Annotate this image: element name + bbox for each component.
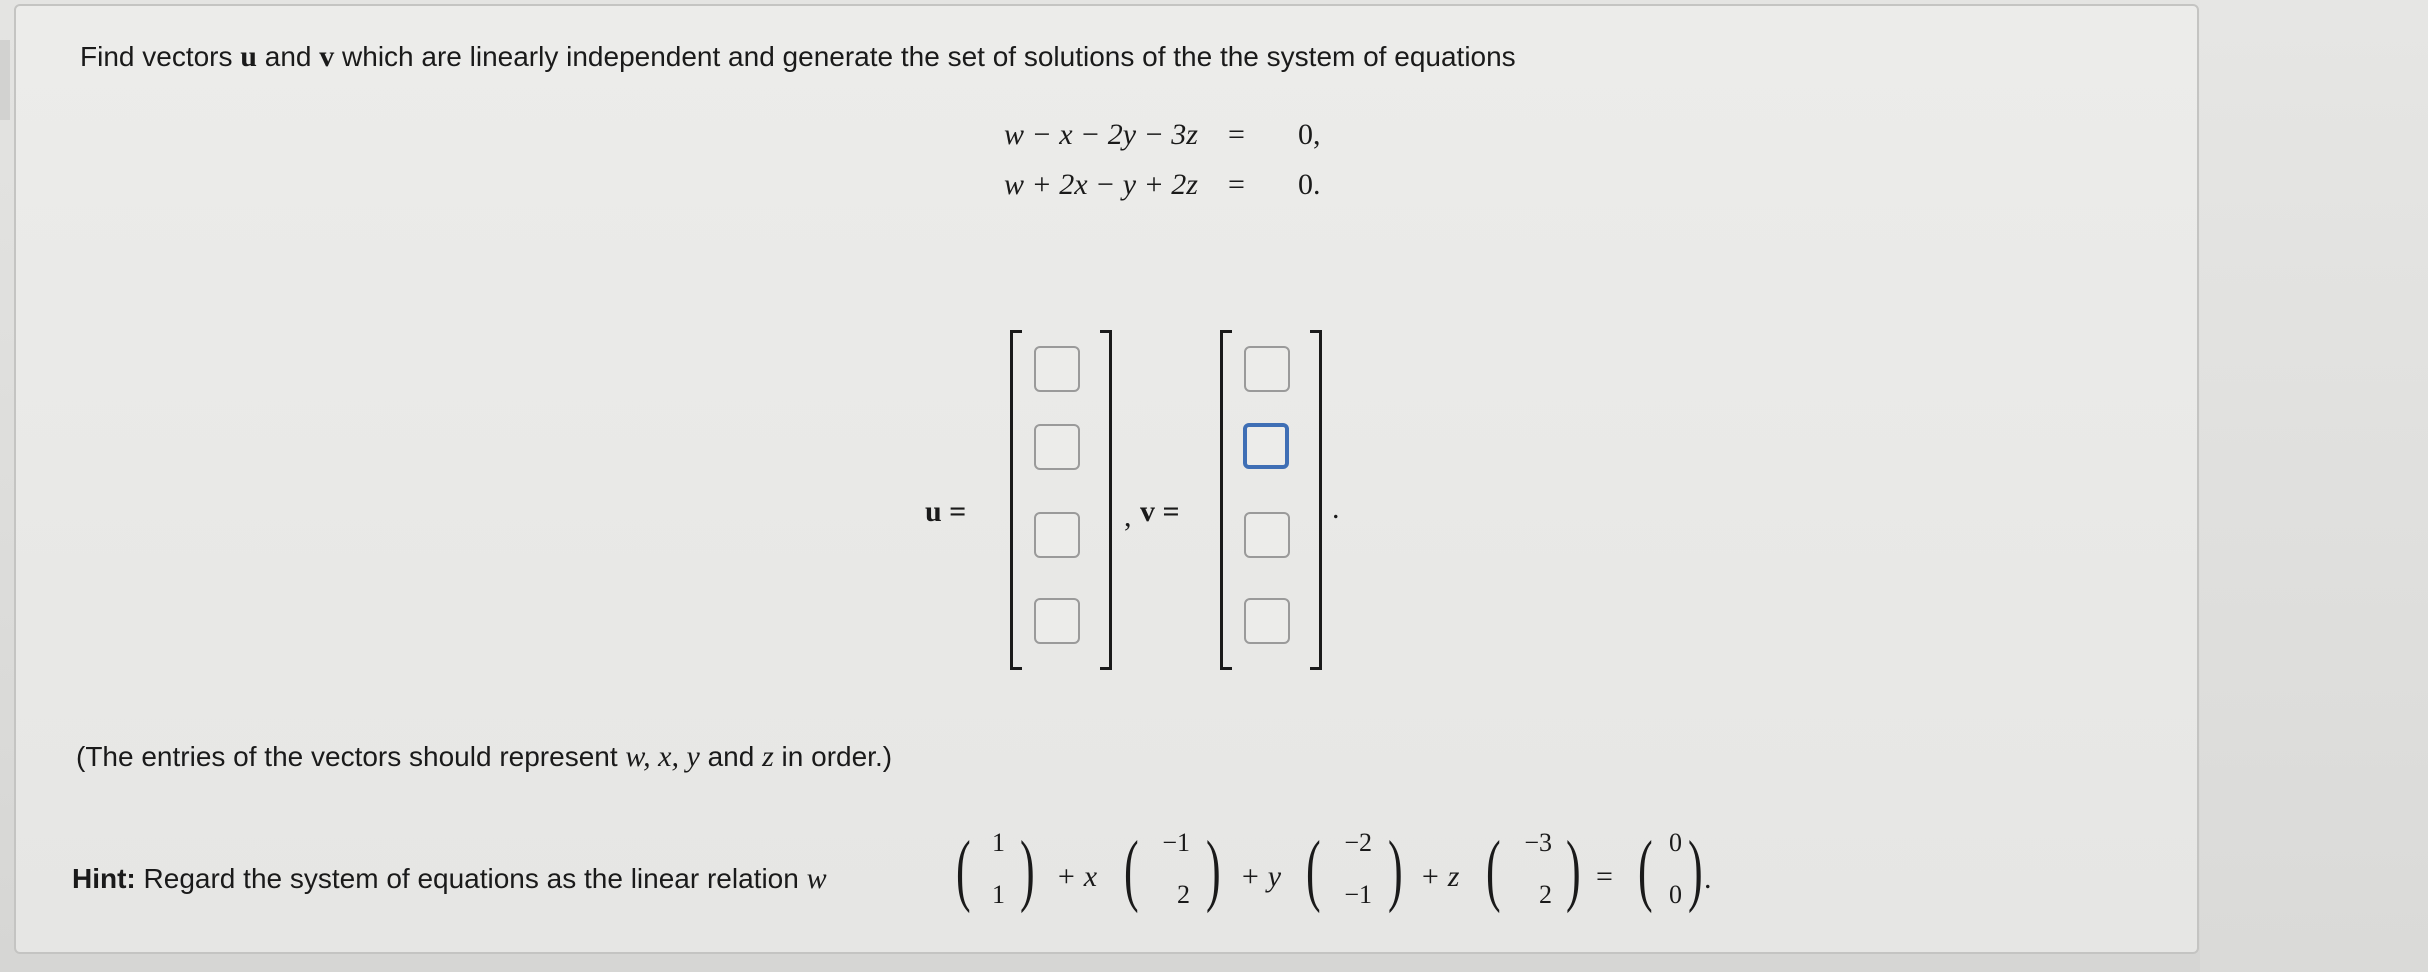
col-x-left-paren: ( (1123, 826, 1139, 914)
answer-period: . (1332, 492, 1340, 525)
hint-plus-z: + z (1420, 860, 1460, 893)
note-vars: w, x, y (625, 740, 700, 773)
hint-label: Hint: (72, 863, 136, 894)
col-y-right-paren: ) (1387, 826, 1403, 914)
col-y-top: −2 (1344, 828, 1372, 857)
col-w-right-paren: ) (1019, 826, 1035, 914)
col-x-top: −1 (1162, 828, 1190, 857)
col-y-bottom: −1 (1344, 880, 1372, 909)
u-entry-3-input[interactable] (1034, 512, 1080, 558)
vector-v-symbol: v (319, 40, 335, 73)
v-entry-3-input[interactable] (1244, 512, 1290, 558)
col-z-bottom: 2 (1539, 880, 1552, 909)
col-x-bottom: 2 (1177, 880, 1190, 909)
question-and: and (256, 41, 320, 72)
col-z-left-paren: ( (1485, 826, 1501, 914)
col-zero-top: 0 (1669, 828, 1682, 857)
equation-2-equals: = (1228, 168, 1245, 201)
question-intro: Find vectors (80, 41, 241, 72)
u-label: u = (925, 495, 967, 528)
u-entry-4-input[interactable] (1034, 598, 1080, 644)
col-w-left-paren: ( (955, 826, 971, 914)
v-right-bracket (1310, 330, 1322, 670)
col-w-bottom: 1 (992, 880, 1005, 909)
col-w-top: 1 (992, 828, 1005, 857)
equation-1-equals: = (1228, 118, 1245, 151)
v-label: v = (1140, 495, 1180, 528)
col-z-right-paren: ) (1565, 826, 1581, 914)
left-edge-strip (0, 40, 10, 120)
entries-note (76, 740, 892, 774)
v-entry-4-input[interactable] (1244, 598, 1290, 644)
u-entry-1-input[interactable] (1034, 346, 1080, 392)
hint-w: w (806, 862, 827, 895)
col-z-top: −3 (1524, 828, 1552, 857)
col-zero-right-paren: ) (1687, 826, 1703, 914)
hint-text (72, 862, 827, 896)
hint-equals: = (1596, 860, 1613, 893)
hint-plus-x: + x (1056, 860, 1098, 893)
col-zero-left-paren: ( (1637, 826, 1653, 914)
equation-1-lhs: w − x − 2y − 3z (1003, 118, 1198, 151)
note-before: (The entries of the vectors should represent (76, 741, 626, 772)
hint-period: . (1704, 862, 1712, 895)
question-text (80, 40, 1516, 74)
right-background-strip (2200, 0, 2428, 972)
v-entry-2-input[interactable] (1243, 423, 1289, 469)
note-after: in order.) (773, 741, 893, 772)
question-rest: which are linearly independent and generate the set of solutions of the the system of equations (334, 41, 1516, 72)
vector-u-symbol: u (240, 40, 257, 73)
u-entry-2-input[interactable] (1034, 424, 1080, 470)
hint-body: Regard the system of equations as the linear relation (135, 863, 807, 894)
col-x-right-paren: ) (1205, 826, 1221, 914)
note-and: and (699, 741, 763, 772)
v-left-bracket (1220, 330, 1232, 670)
v-entry-1-input[interactable] (1244, 346, 1290, 392)
u-left-bracket (1010, 330, 1022, 670)
u-right-bracket (1100, 330, 1112, 670)
col-zero-bottom: 0 (1669, 880, 1682, 909)
col-y-left-paren: ( (1305, 826, 1321, 914)
hint-plus-y: + y (1240, 860, 1282, 893)
equation-2-rhs: 0. (1298, 168, 1321, 201)
vector-separator-comma: , (1124, 500, 1132, 533)
equation-1-rhs: 0, (1298, 118, 1321, 151)
equation-2-lhs: w + 2x − y + 2z (1003, 168, 1198, 201)
note-z: z (762, 740, 774, 773)
